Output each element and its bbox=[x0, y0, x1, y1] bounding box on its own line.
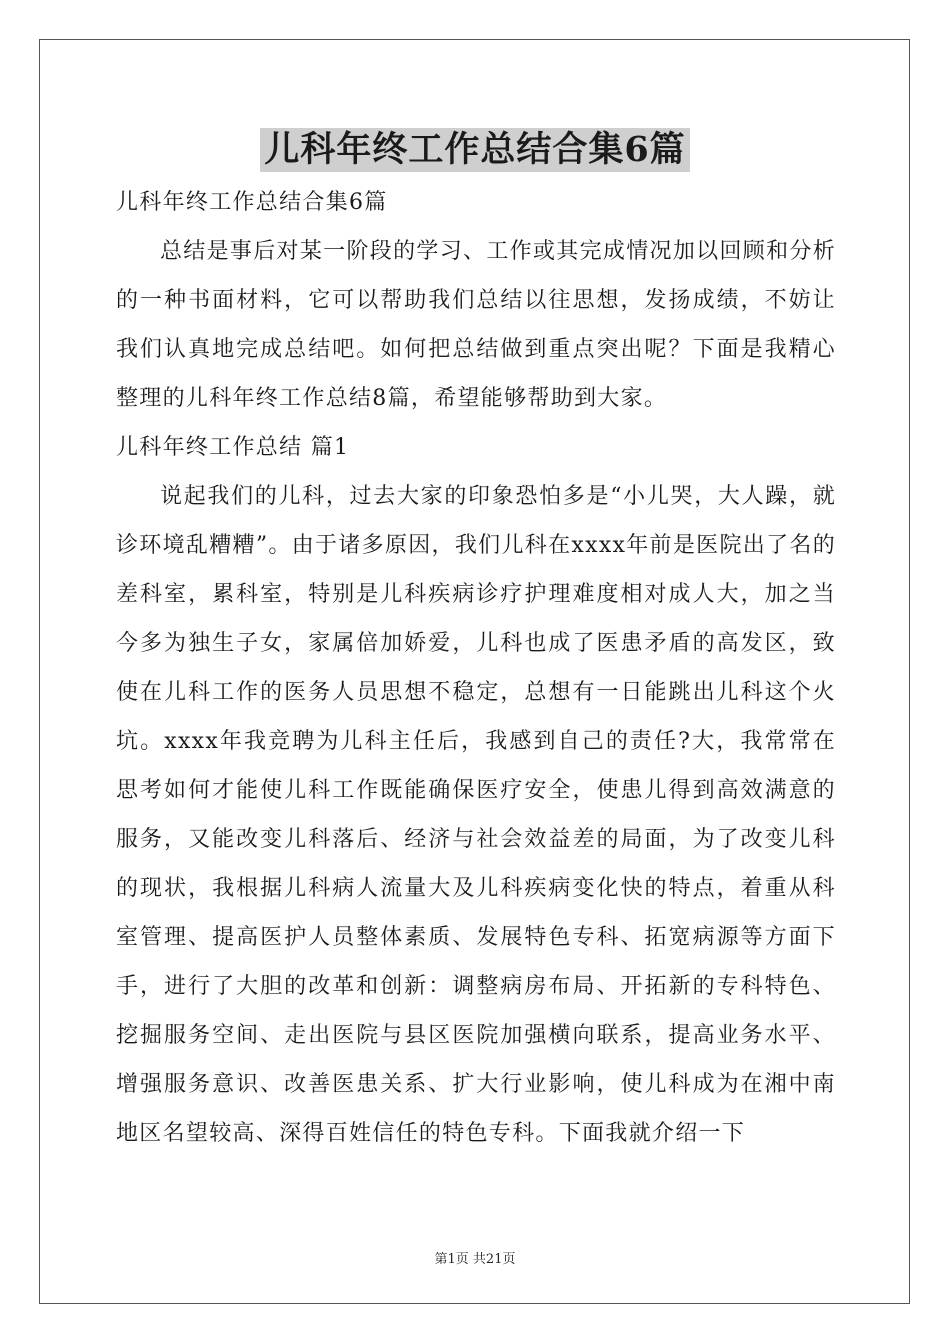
document-title: 儿科年终工作总结合集6篇 bbox=[260, 128, 689, 172]
title-wrap bbox=[0, 128, 950, 172]
page-footer: 第1页 共21页 bbox=[434, 1252, 516, 1267]
intro-paragraph: 总结是事后对某一阶段的学习、工作或其完成情况加以回顾和分析的一种书面材料，它可以帮助我们总结以往思想，发扬成绩，不妨让我们认真地完成总结吧。如何把总结做到重点突出呢？下面是我精心整理的儿科年终工作总结8篇，希望能够帮助到大家。 bbox=[116, 239, 836, 411]
section-heading: 儿科年终工作总结 篇1 bbox=[116, 435, 350, 460]
document-subtitle: 儿科年终工作总结合集6篇 bbox=[116, 190, 388, 215]
section-paragraph: 说起我们的儿科，过去大家的印象恐怕多是“小儿哭，大人躁，就诊环境乱糟糟”。由于诸多原因，我们儿科在xxxx年前是医院出了名的差科室，累科室，特别是儿科疾病诊疗护理难度相对成人大，加之当今多为独生子女，家属倍加娇爱，儿科也成了医患矛盾的高发区，致使在儿科工作的医务人员思想不稳定，总想有一日能跳出儿科这个火坑。xxxx年我竞聘为儿科主任后，我感到自己的责任?大，我常常在思考如何才能使儿科工作既能确保医疗安全，使患儿得到高效满意的服务，又能改变儿科落后、经济与社会效益差的局面，为了改变儿科的现状，我根据儿科病人流量大及儿科疾病变化快的特点，着重从科室管理、提高医护人员整体素质、发展特色专科、拓宽病源等方面下手，进行了大胆的改革和创新：调整病房布局、开拓新的专科特色、挖掘服务空间、走出医院与县区医院加强横向联系，提高业务水平、增强服务意识、改善医患关系、扩大行业影响，使儿科成为在湘中南地区名望较高、深得百姓信任的特色专科。下面我就介绍一下 bbox=[116, 484, 836, 1146]
document-body bbox=[116, 178, 836, 1158]
